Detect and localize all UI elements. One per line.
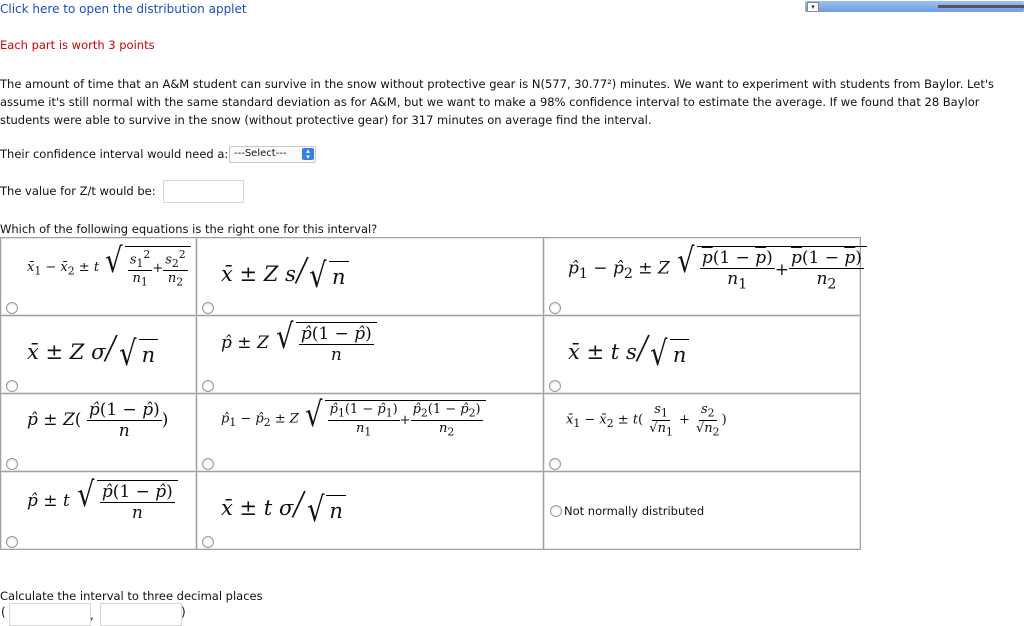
equation-cell[interactable]: p̂ ± Z( $\frac{p̂(1 - p̂)}{n}$ )	[1, 394, 197, 472]
zt-input[interactable]	[163, 180, 244, 203]
equation-radio-3[interactable]	[549, 302, 561, 314]
upper-bound-input[interactable]	[100, 603, 182, 626]
equation-cell[interactable]: $p̂_1$ − $p̂_2 \pm Z$ √ $\frac{p(1 - \overline{p})}{n_1}$ + $\frac{\overline{p}(1 - \overline{p})}{n_2}$	[544, 238, 861, 316]
toolbar-track	[938, 5, 1024, 8]
equation-cell[interactable]: $x̄_1$ − $x̄_2 \pm t$ √ $\frac{s_1^2}{n_1}$ + $\frac{s_2^2}{n_2}$	[1, 238, 197, 316]
equation-cell[interactable]: x̄ ± t s/ √ n	[544, 316, 861, 394]
interval-type-label: Their confidence interval would need a:	[0, 147, 229, 161]
zt-label: The value for Z/t would be:	[0, 184, 156, 198]
not-normal-label: Not normally distributed	[564, 504, 705, 518]
equations-prompt: Which of the following equations is the right one for this interval?	[0, 222, 378, 236]
equation-cell[interactable]: p̂ ± Z √ $\frac{p̂(1 - p̂)}{n}$	[197, 316, 544, 394]
equation-radio-5[interactable]	[202, 380, 214, 392]
equation-radio-12[interactable]	[550, 505, 562, 517]
applet-toolbar[interactable]	[805, 1, 1024, 12]
select-updown-icon: ▴ ▾	[302, 148, 314, 160]
equation-radio-2[interactable]	[202, 302, 214, 314]
dropdown-arrow-icon[interactable]: ▾	[807, 2, 819, 12]
interval-label: Calculate the interval to three decimal places	[0, 589, 263, 603]
equation-radio-6[interactable]	[549, 380, 561, 392]
equation-radio-7[interactable]	[6, 458, 18, 470]
points-note: Each part is worth 3 points	[0, 38, 155, 52]
comma: ,	[90, 608, 94, 622]
equation-radio-4[interactable]	[6, 380, 18, 392]
open-paren: (	[1, 605, 6, 619]
interval-type-value: ---Select---	[234, 148, 287, 159]
interval-type-select[interactable]	[229, 146, 316, 163]
applet-link[interactable]: Click here to open the distribution applet	[0, 2, 247, 16]
equation-cell[interactable]: $p̂_1$ − $p̂_2 \pm Z$ √ $\frac{p̂_1(1 - p̂_1)}{n_1}$ + $\frac{p̂_2(1 - p̂_2)}{n_2}$	[197, 394, 544, 472]
equation-cell[interactable]: p̂ ± t √ $\frac{p̂(1 - p̂)}{n}$	[1, 472, 197, 550]
equation-radio-8[interactable]	[202, 458, 214, 470]
equation-cell[interactable]	[544, 472, 861, 550]
equation-radio-11[interactable]	[202, 536, 214, 548]
equation-radio-10[interactable]	[6, 536, 18, 548]
lower-bound-input[interactable]	[9, 603, 91, 626]
equation-cell[interactable]: x̄ ± Z σ/ √ n	[1, 316, 197, 394]
equation-grid	[0, 237, 861, 550]
equation-radio-1[interactable]	[6, 302, 18, 314]
equation-radio-9[interactable]	[549, 458, 561, 470]
equation-cell[interactable]: x̄ ± t σ/ √ n	[197, 472, 544, 550]
question-text: The amount of time that an A&M student can survive in the snow without protective gear is N(577, 30.77²) minutes. We want to experiment with students from Baylor. Let's assume it's still normal with the same standard deviation as for A&M, but we want to make a 98% confidence interval to estimate the average. If we found that 28 Baylor students were able to survive in the snow (without protective gear) for 317 minutes on average find the interval.	[0, 77, 994, 127]
close-paren: )	[181, 605, 186, 619]
equation-cell[interactable]: x̄ ± Z s/ √ n	[197, 238, 544, 316]
equation-cell[interactable]: $x̄_1$ − $x̄_2 \pm t$( $\frac{s_1}{√n_1}$ + $\frac{s_2}{√n_2}$ )	[544, 394, 861, 472]
